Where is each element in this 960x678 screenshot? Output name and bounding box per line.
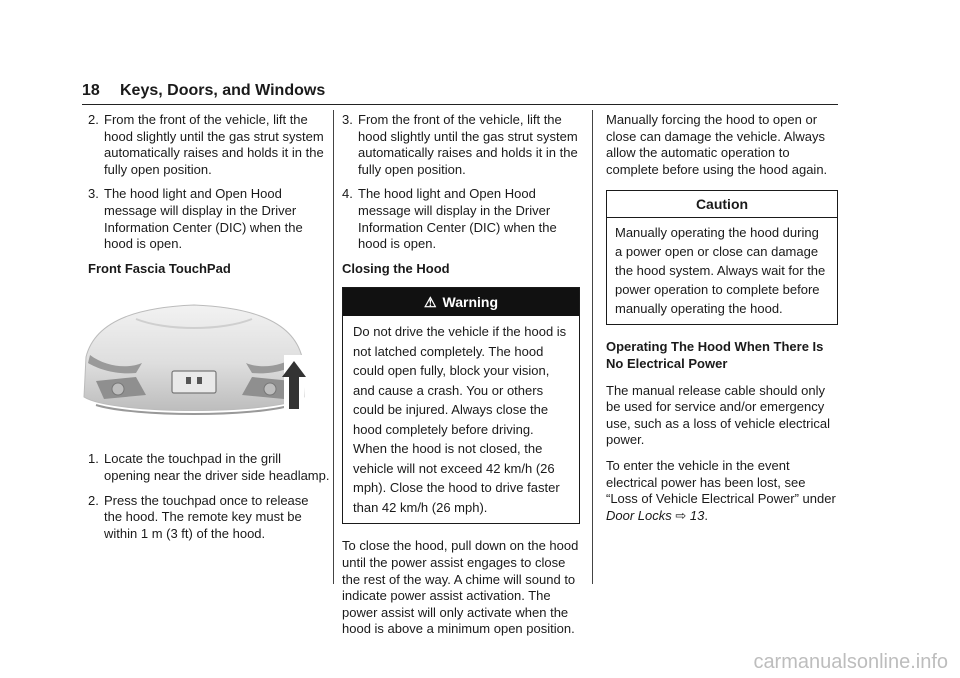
column-3: [606, 112, 838, 533]
caution-box: [606, 190, 838, 325]
list-item: 3. The hood light and Open Hood message will display in the Driver Information Center (DIC) when the hood is open.: [88, 186, 303, 252]
column-divider: [333, 110, 334, 584]
door-locks-link[interactable]: Door Locks: [606, 507, 672, 523]
caution-header: Caution: [607, 191, 837, 218]
page-ref[interactable]: 13: [689, 507, 705, 523]
page-header: [82, 80, 838, 105]
list-item: 2. Press the touchpad once to release the hood. The remote key must be within 1 m (3 ft) of the hood.: [88, 492, 309, 541]
paragraph: The manual release cable should only be used for service and/or emergency use, such as a loss of vehicle electrical power.: [606, 382, 830, 448]
caution-body: Manually operating the hood during a power open or close can damage the hood system. Always wait for the power operation to complete before manually operating the hood.: [615, 225, 826, 317]
page-number: 18: [82, 82, 100, 99]
warning-box: [342, 287, 580, 524]
list-item: 4. The hood light and Open Hood message will display in the Driver Information Center (DIC) when the hood is open.: [342, 186, 557, 252]
watermark: carmanualsonline.info: [753, 651, 948, 673]
column-divider: [592, 110, 593, 584]
list-item: 1. Locate the touchpad in the grill opening near the driver side headlamp.: [88, 451, 330, 483]
subheading: Operating The Hood When There Is No Electrical Power: [606, 339, 824, 371]
page-ref-arrow-icon: ⇨: [675, 507, 687, 523]
column-1: [88, 112, 330, 550]
column-2: [342, 112, 580, 647]
subheading: Closing the Hood: [342, 260, 450, 276]
car-front-illustration: [76, 297, 312, 427]
subheading: Front Fascia TouchPad: [88, 260, 231, 276]
warning-header: ⚠ Warning: [343, 288, 579, 316]
paragraph: To enter the vehicle in the event electrical power has been lost, see “Loss of Vehicle Electrical Power” under Door Locks ⇨ 13.: [606, 457, 836, 523]
list-item: 2. From the front of the vehicle, lift the hood slightly until the gas strut system automatically raises and holds it in the fully open position.: [88, 112, 324, 177]
paragraph: Manually forcing the hood to open or close can damage the vehicle. Always allow the automatic operation to complete before using the hood again.: [606, 112, 828, 177]
section-title: Keys, Doors, and Windows: [120, 82, 326, 99]
warning-body: Do not drive the vehicle if the hood is not latched completely. The hood could open fully, block your vision, and cause a crash. You or others could be injured. Always close the hood completely before driving. When the hood is not closed, the vehicle will not exceed 42 km/h (26 mph). Close the hood to drive faster than 42 km/h (26 mph).: [353, 324, 567, 515]
warning-icon: ⚠: [423, 294, 437, 311]
car-front-image: [76, 297, 312, 427]
paragraph: To close the hood, pull down on the hood until the power assist engages to close the rest of the way. A chime will sound to indicate power assist activation. The power assist will only activate when the hood is above a minimum open position.: [342, 538, 579, 637]
list-item: 3. From the front of the vehicle, lift the hood slightly until the gas strut system automatically raises and holds it in the fully open position.: [342, 112, 578, 177]
